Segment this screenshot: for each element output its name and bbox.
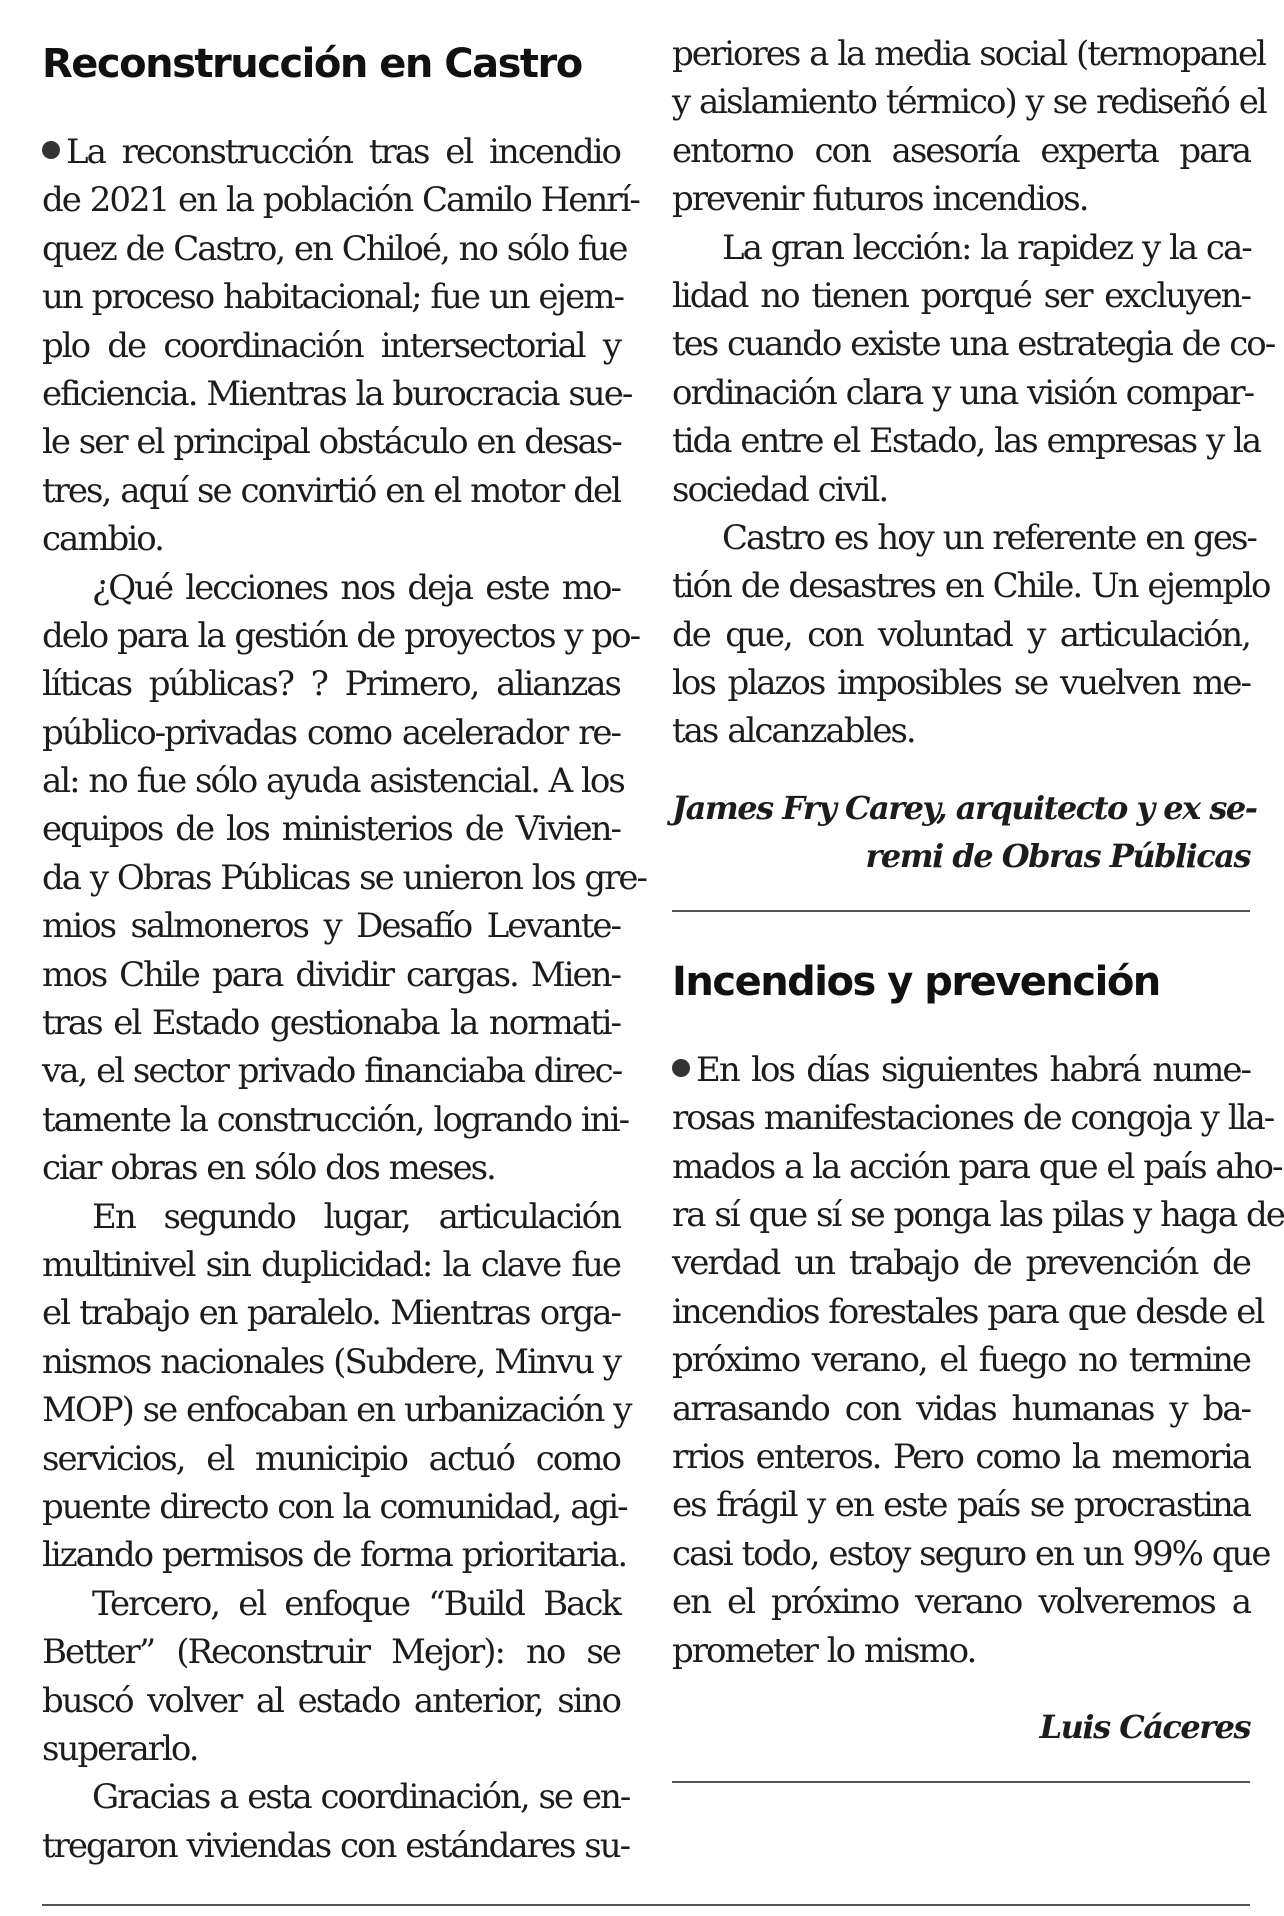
text-line-content: Castro es hoy un referente en ges- bbox=[722, 517, 1256, 558]
text-line-content: tras el Estado gestionaba la normati- bbox=[42, 1003, 620, 1044]
text-line bbox=[672, 1143, 1282, 1191]
article-title-incendios: Incendios y prevención bbox=[672, 958, 1160, 1005]
text-line bbox=[42, 1096, 629, 1144]
text-line-content: tamente la construcción, logrando ini- bbox=[42, 1099, 629, 1140]
bullet-icon bbox=[672, 1059, 690, 1077]
text-line-content: va, el sector privado financiaba direc- bbox=[42, 1051, 622, 1092]
text-line bbox=[672, 1046, 1250, 1094]
text-line-content: cambio. bbox=[42, 519, 163, 560]
right-column bbox=[672, 30, 1284, 1783]
page-bottom-rule bbox=[42, 1904, 1250, 1906]
text-line-content: lidad no tienen porqué ser excluyen- bbox=[672, 275, 1250, 316]
text-line bbox=[672, 1481, 1250, 1529]
article-body-reconstruccion-continued bbox=[672, 30, 1275, 756]
text-line-content: delo para la gestión de proyectos y po- bbox=[42, 615, 640, 656]
text-line bbox=[42, 225, 627, 273]
text-line-content: mados a la acción para que el país aho- bbox=[672, 1146, 1282, 1187]
text-line-content: mios salmoneros y Desafío Levante- bbox=[42, 906, 620, 947]
text-line bbox=[42, 1531, 627, 1579]
text-line bbox=[672, 417, 1261, 465]
article-body-reconstruccion bbox=[42, 128, 646, 1870]
text-line bbox=[42, 1773, 630, 1821]
text-line-content: periores a la media social (termopanel bbox=[672, 34, 1265, 74]
text-line-content: puente directo con la comunidad, agi- bbox=[42, 1486, 627, 1527]
text-line-content: En los días siguientes habrá nume- bbox=[696, 1049, 1250, 1090]
text-line-content: en el próximo verano volveremos a bbox=[672, 1582, 1250, 1623]
text-line-content: La gran lección: la rapidez y la ca- bbox=[722, 227, 1251, 268]
text-line bbox=[42, 902, 620, 950]
text-line bbox=[672, 1191, 1284, 1239]
text-line bbox=[42, 1435, 620, 1483]
text-line-content: le ser el principal obstáculo en desas- bbox=[42, 422, 621, 463]
text-line-content: al: no fue sólo ayuda asistencial. A los bbox=[42, 761, 624, 802]
text-line bbox=[672, 78, 1266, 126]
text-line bbox=[42, 709, 620, 757]
text-line-content: arrasando con vidas humanas y ba- bbox=[672, 1388, 1250, 1429]
text-line bbox=[42, 612, 640, 660]
text-line bbox=[42, 1144, 620, 1192]
text-line-content: tregaron viviendas con estándares su- bbox=[42, 1825, 630, 1866]
text-line bbox=[42, 951, 620, 999]
text-line-content: tes cuando existe una estrategia de co- bbox=[672, 324, 1275, 365]
text-line bbox=[42, 418, 620, 466]
text-line bbox=[42, 999, 620, 1047]
text-line bbox=[42, 1193, 620, 1241]
text-line-content: incendios forestales para que desde el bbox=[672, 1291, 1264, 1332]
text-line bbox=[42, 1241, 620, 1289]
text-line-content: multinivel sin duplicidad: la clave fue bbox=[42, 1244, 620, 1285]
text-line-content: quez de Castro, en Chiloé, no sólo fue bbox=[42, 228, 627, 269]
text-line-content: tión de desastres en Chile. Un ejemplo bbox=[672, 566, 1270, 607]
text-line bbox=[42, 564, 620, 612]
text-line-content: La reconstrucción tras el incendio bbox=[66, 132, 620, 172]
text-line bbox=[42, 515, 620, 563]
text-line-content: tas alcanzables. bbox=[672, 711, 915, 752]
text-line-content: servicios, el municipio actuó como bbox=[42, 1438, 620, 1479]
text-line-content: lizando permisos de forma prioritaria. bbox=[42, 1535, 627, 1576]
text-line bbox=[42, 273, 623, 321]
text-line-content: rosas manifestaciones de congoja y lla- bbox=[672, 1098, 1274, 1139]
text-line-content: entorno con asesoría experta para bbox=[672, 130, 1250, 171]
text-line bbox=[42, 176, 639, 224]
text-line bbox=[42, 1725, 620, 1773]
text-line-content: un proceso habitacional; fue un ejem- bbox=[42, 277, 623, 318]
text-line bbox=[672, 466, 1250, 514]
text-line bbox=[672, 1094, 1274, 1142]
text-line bbox=[672, 514, 1256, 562]
left-column bbox=[42, 30, 646, 1870]
text-line bbox=[672, 224, 1250, 272]
text-line-content: sociedad civil. bbox=[672, 469, 888, 510]
text-line bbox=[672, 1336, 1250, 1384]
signature-line: remi de Obras Públicas bbox=[865, 836, 1250, 875]
text-line bbox=[672, 1627, 1250, 1675]
text-line bbox=[42, 757, 624, 805]
text-line-content: público-privadas como acelerador re- bbox=[42, 712, 620, 753]
text-line-content: eficiencia. Mientras la burocracia sue- bbox=[42, 373, 632, 414]
text-line bbox=[42, 854, 646, 902]
text-line bbox=[672, 369, 1254, 417]
text-line bbox=[42, 1822, 630, 1870]
text-line-content: líticas públicas? ? Primero, alianzas bbox=[42, 664, 620, 705]
text-line bbox=[672, 1530, 1270, 1578]
text-line-content: da y Obras Públicas se unieron los gre- bbox=[42, 857, 646, 898]
text-line-content: prometer lo mismo. bbox=[672, 1630, 976, 1671]
text-line-content: de que, con voluntad y articulación, bbox=[672, 614, 1250, 655]
text-line bbox=[42, 322, 620, 370]
text-line bbox=[672, 320, 1275, 368]
text-line-content: verdad un trabajo de prevención de bbox=[672, 1243, 1250, 1284]
text-line bbox=[672, 611, 1250, 659]
text-line bbox=[672, 1239, 1250, 1287]
text-line-content: equipos de los ministerios de Vivien- bbox=[42, 809, 620, 850]
text-line bbox=[42, 1386, 631, 1434]
text-line-content: ¿Qué lecciones nos deja este mo- bbox=[92, 567, 620, 608]
text-line-content: es frágil y en este país se procrastina bbox=[672, 1485, 1250, 1526]
text-line bbox=[672, 1288, 1264, 1336]
text-line bbox=[42, 1580, 620, 1628]
text-line bbox=[42, 660, 620, 708]
text-line bbox=[672, 707, 1250, 755]
text-line bbox=[42, 1483, 627, 1531]
article-title-reconstruccion: Reconstrucción en Castro bbox=[42, 41, 582, 87]
text-line-content: superarlo. bbox=[42, 1728, 198, 1769]
text-line-content: y aislamiento térmico) y se rediseñó el bbox=[672, 82, 1266, 123]
text-line-content: nismos nacionales (Subdere, Minvu y bbox=[42, 1341, 620, 1382]
text-line-content: plo de coordinación intersectorial y bbox=[42, 325, 620, 366]
text-line bbox=[42, 1047, 620, 1095]
signature-james-fry-carey bbox=[672, 784, 1257, 880]
text-line bbox=[672, 272, 1250, 320]
text-line-content: MOP) se enfocaban en urbanización y bbox=[42, 1390, 631, 1431]
text-line-content: ordinación clara y una visión compar- bbox=[672, 372, 1254, 413]
text-line-content: Gracias a esta coordinación, se en- bbox=[92, 1777, 630, 1818]
text-line bbox=[42, 370, 632, 418]
article-body-incendios bbox=[672, 1046, 1284, 1675]
text-line-content: En segundo lugar, articulación bbox=[92, 1196, 620, 1237]
text-line bbox=[42, 1289, 620, 1337]
text-line-content: el trabajo en paralelo. Mientras orga- bbox=[42, 1293, 620, 1334]
text-line-content: casi todo, estoy seguro en un 99% que bbox=[672, 1533, 1270, 1574]
text-line bbox=[672, 1385, 1250, 1433]
text-line bbox=[42, 1338, 620, 1386]
text-line bbox=[42, 1677, 620, 1725]
text-line-content: tida entre el Estado, las empresas y la bbox=[672, 421, 1261, 462]
bullet-icon bbox=[42, 141, 60, 159]
text-line-content: Better” (Reconstruir Mejor): no se bbox=[42, 1632, 620, 1673]
text-line bbox=[42, 1628, 620, 1676]
text-line-content: ciar obras en sólo dos meses. bbox=[42, 1148, 495, 1189]
text-line bbox=[672, 127, 1250, 175]
text-line-content: mos Chile para dividir cargas. Mien- bbox=[42, 954, 620, 995]
text-line-content: rrios enteros. Pero como la memoria bbox=[672, 1436, 1250, 1477]
text-line bbox=[42, 805, 620, 853]
text-line bbox=[672, 175, 1250, 223]
text-line-content: los plazos imposibles se vuelven me- bbox=[672, 663, 1250, 704]
text-line bbox=[42, 467, 620, 515]
text-line-content: prevenir futuros incendios. bbox=[672, 179, 1088, 220]
text-line-content: buscó volver al estado anterior, sino bbox=[42, 1680, 620, 1721]
text-line-content: tres, aquí se convirtió en el motor del bbox=[42, 470, 620, 511]
text-line-content: Tercero, el enfoque “Build Back bbox=[92, 1583, 620, 1624]
section-divider bbox=[672, 1781, 1250, 1783]
text-line-content: ra sí que sí se ponga las pilas y haga de bbox=[672, 1195, 1284, 1236]
text-line bbox=[672, 1578, 1250, 1626]
text-line-content: de 2021 en la población Camilo Henrí- bbox=[42, 180, 639, 221]
text-line bbox=[672, 562, 1270, 610]
text-line bbox=[672, 659, 1250, 707]
signature-line: James Fry Carey, arquitecto y ex se- bbox=[672, 788, 1257, 827]
text-line bbox=[672, 1433, 1250, 1481]
text-line bbox=[42, 128, 620, 176]
text-line bbox=[672, 30, 1265, 78]
text-line-content: próximo verano, el fuego no termine bbox=[672, 1340, 1250, 1381]
signature-luis-caceres: Luis Cáceres bbox=[1039, 1707, 1250, 1746]
